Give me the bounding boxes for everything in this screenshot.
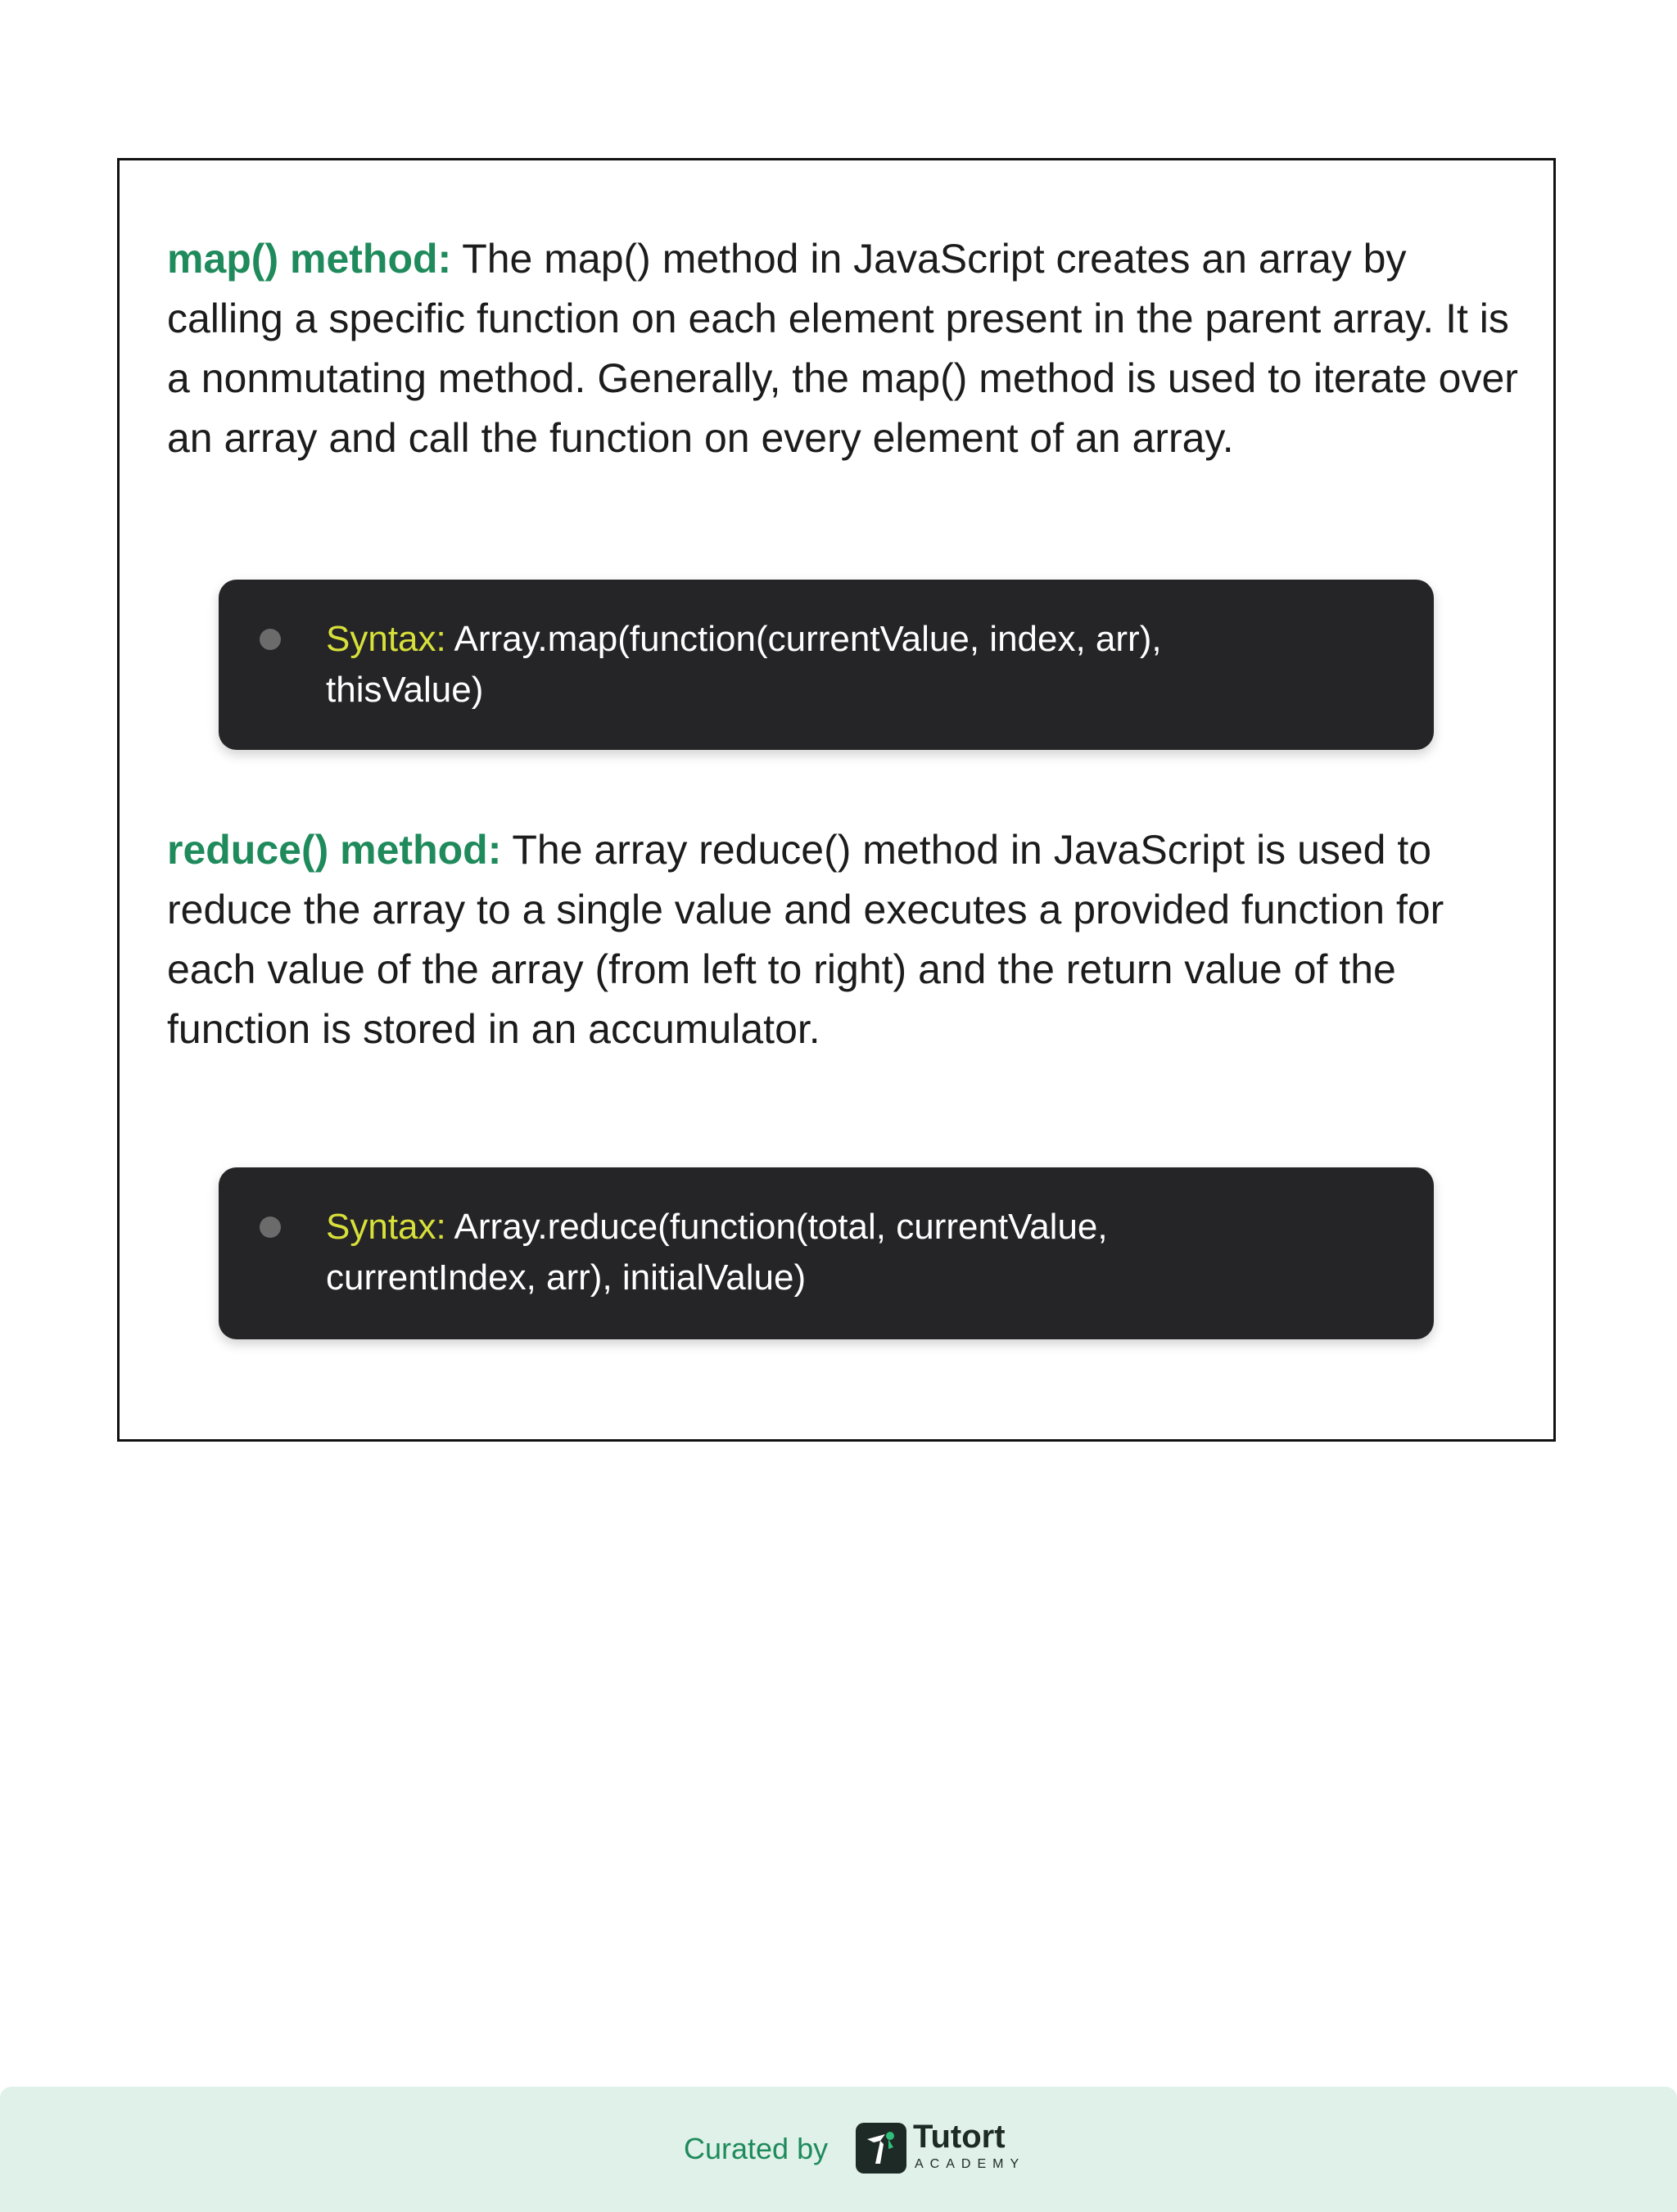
reduce-method-term: reduce() method: (167, 827, 502, 873)
reduce-syntax-line (326, 1202, 1178, 1303)
map-syntax-line (326, 614, 1178, 716)
map-method-description: The map() method in JavaScript creates an array by calling a specific function on each element present in the parent array. It is a nonmutating method. Generally, the map() method is used to iterate over an array and call the function on every element of an array. (167, 236, 1518, 461)
curated-by-text: Curated by (684, 2132, 829, 2165)
reduce-method-paragraph (167, 820, 1526, 1059)
reduce-method-description: The array reduce() method in JavaScript is used to reduce the array to a single value and executes a provided function for each value of the array (from left to right) and the return value of the function is stored in an accumulator. (167, 827, 1444, 1052)
syntax-label: Syntax: (326, 1207, 446, 1247)
map-method-paragraph (167, 229, 1526, 468)
brand-name[interactable]: Tutort (913, 2119, 1006, 2155)
map-syntax-box (219, 580, 1434, 750)
reduce-syntax-code: Array.reduce(function(total, currentValue, currentIndex, arr), initialValue) (326, 1207, 1108, 1298)
map-syntax-code: Array.map(function(currentValue, index, arr), thisValue) (326, 619, 1162, 710)
map-method-term: map() method: (167, 236, 452, 282)
syntax-label: Syntax: (326, 619, 446, 659)
footer-bar (0, 2087, 1677, 2212)
content-card (117, 158, 1556, 1442)
reduce-syntax-box (219, 1167, 1434, 1339)
bullet-icon (260, 629, 281, 650)
brand-subtitle: ACADEMY (915, 2157, 1026, 2171)
bullet-icon (260, 1217, 281, 1238)
tutort-logo-icon[interactable] (856, 2123, 906, 2174)
